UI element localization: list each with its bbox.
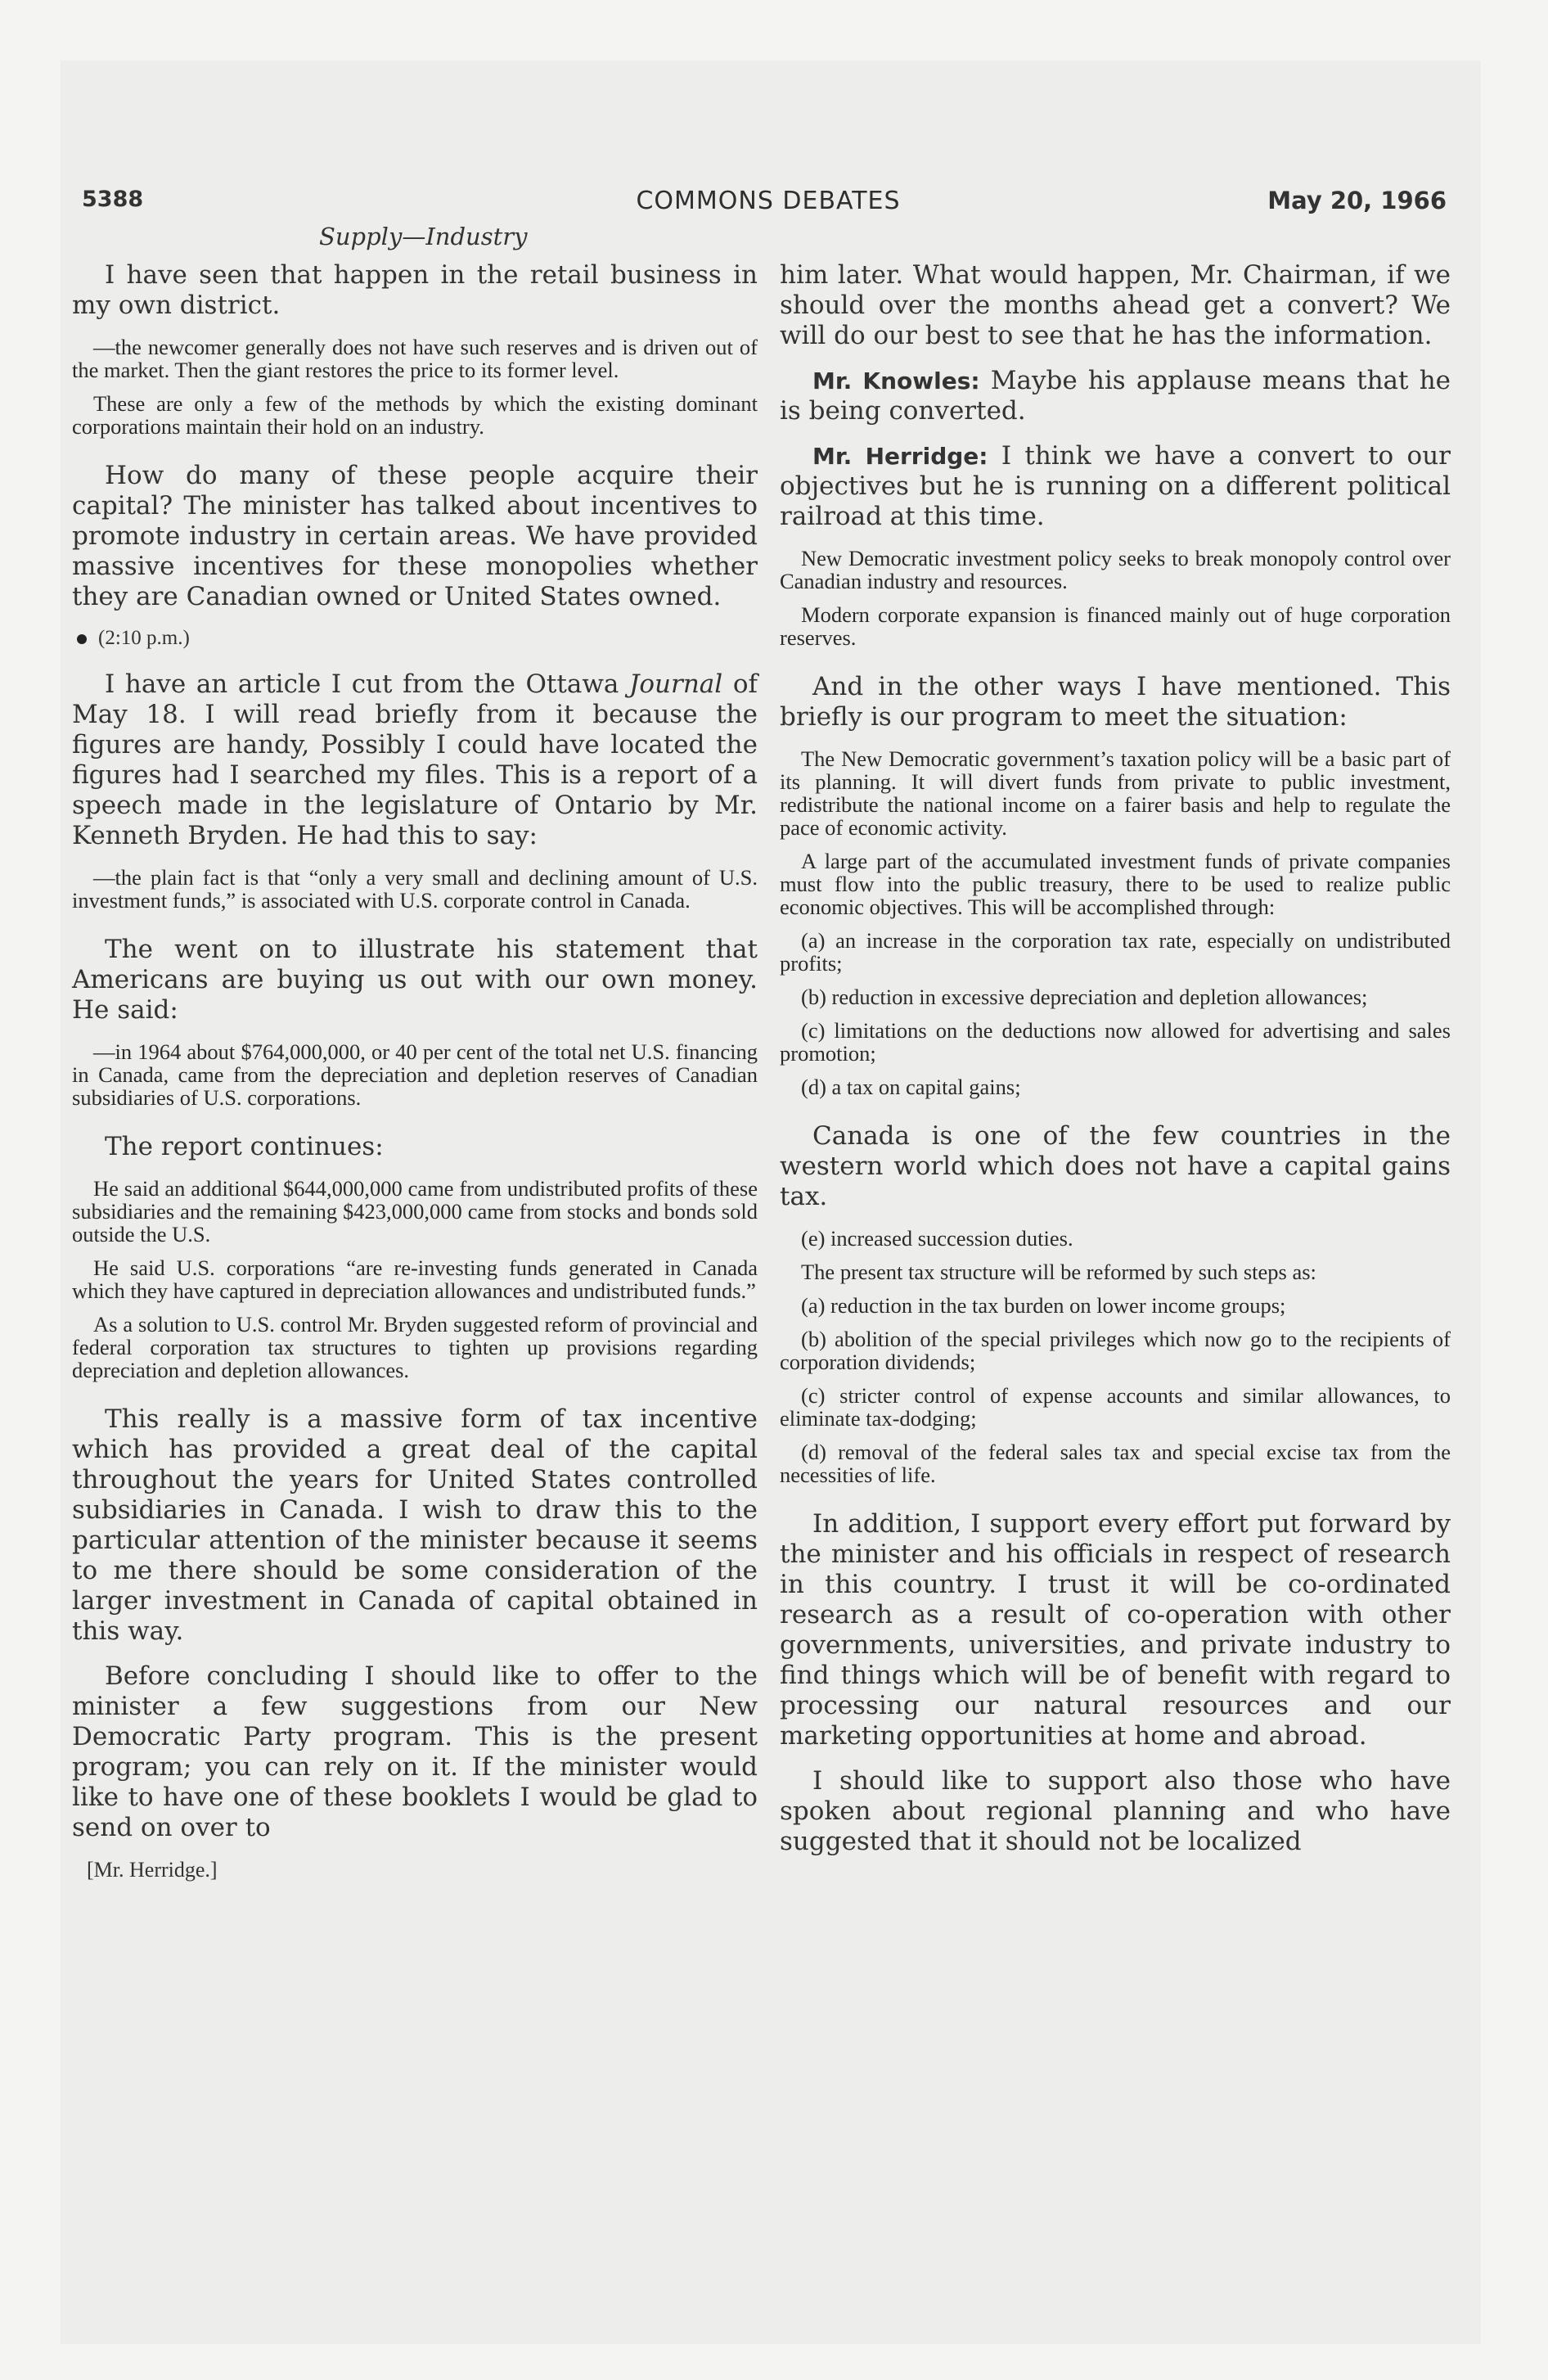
quote-list-item: (b) abolition of the special privileges which now go to the recipients of corporation dividends; [780,1327,1451,1374]
quote-paragraph: He said an additional $644,000,000 came from undistributed profits of these subsidiaries and the remaining $423,000,000 came from stocks and bonds sold outside the U.S. [72,1176,758,1246]
right-column [780,260,1451,1872]
speech-paragraph [72,669,758,851]
quote-paragraph: The New Democratic government’s taxation policy will be a basic part of its planning. It will divert funds from private to public investment, redistribute the national income on a fairer basis and help to regulate the pace of economic activity. [780,746,1451,840]
text-run: of May 18. I will read briefly from it because the figures are handy, Possibly I could have located the figures had I searched my files. This is a report of a speech made in the legislature of Ontario by Mr. Kenneth Bryden. He had this to say: [72,669,758,850]
speaker-attribution: [Mr. Herridge.] [87,1858,218,1882]
speech-paragraph: How do many of these people acquire their capital? The minister has talked about incentives to promote industry in certain areas. We have provided massive incentives for these monopolies whether they are Canadian owned or United States owned. [72,461,758,611]
speech-paragraph [780,366,1451,426]
quote-paragraph: These are only a few of the methods by which the existing dominant corporations maintain their hold on an industry. [72,391,758,439]
speech-paragraph: Before concluding I should like to offer to the minister a few suggestions from our New Democratic Party program. This is the present program; you can rely on it. If the minister would like to have one of these booklets I would be glad to send on over to [72,1661,758,1842]
quote-paragraph: —in 1964 about $764,000,000, or 40 per cent of the total net U.S. financing in Canada, came from the depreciation and depletion reserves of Canadian subsidiaries of U.S. corporations. [72,1039,758,1110]
bullet-icon [77,634,87,644]
quote-list-item: (b) reduction in excessive depreciation and depletion allowances; [801,985,1368,1009]
page-number: 5388 [82,187,144,212]
quote-list-item: (a) reduction in the tax burden on lower income groups; [801,1293,1286,1318]
quote-paragraph: Modern corporate expansion is financed mainly out of huge corporation reserves. [780,602,1451,650]
speech-paragraph: And in the other ways I have mentioned. This briefly is our program to meet the situation: [780,672,1451,732]
speech-paragraph: Canada is one of the few countries in the western world which does not have a capital gains tax. [780,1121,1451,1211]
quote-list-item: (d) a tax on capital gains; [801,1075,1021,1099]
quote-list-item: (e) increased succession duties. [801,1226,1073,1251]
speech-paragraph [780,441,1451,532]
text-run: I think we have a convert to our objectives but he is running on a different political railroad at this time. [780,441,1451,531]
text-run: Maybe his applause means that he is being converted. [780,366,1451,426]
quote-list-item: (c) stricter control of expense accounts and similar allowances, to eliminate tax-dodging; [780,1383,1451,1431]
left-column [72,260,758,1882]
speech-paragraph: In addition, I support every effort put forward by the minister and his officials in respect of research in this country. I trust it will be co-ordinated research as a result of co-operation with other governments, universities, and private industry to find things which will be of benefit with regard to processing our natural resources and our marketing opportunities at home and abroad. [780,1509,1451,1751]
timestamp-text: (2:10 p.m.) [98,627,190,649]
quote-paragraph: New Democratic investment policy seeks to break monopoly control over Canadian industry and resources. [780,546,1451,593]
speech-paragraph: I have seen that happen in the retail business in my own district. [72,260,758,320]
speech-paragraph: The went on to illustrate his statement that Americans are buying us out with our own money. He said: [72,935,758,1025]
quote-list-item: (d) removal of the federal sales tax and special excise tax from the necessities of life. [780,1440,1451,1487]
page-date: May 20, 1966 [1267,187,1447,214]
speech-paragraph: This really is a massive form of tax incentive which has provided a great deal of the capital throughout the years for United States controlled subsidiaries in Canada. I wish to draw this to the particular attention of the minister because it seems to me there should be some consideration of the larger investment in Canada of capital obtained in this way. [72,1404,758,1646]
quote-paragraph: He said U.S. corporations “are re-investing funds generated in Canada which they have captured in depreciation allowances and undistributed funds.” [72,1255,758,1303]
quote-paragraph: A large part of the accumulated investment funds of private companies must flow into the public treasury, there to be used to realize public economic objectives. This will be accomplished through: [780,849,1451,919]
quote-paragraph: The present tax structure will be reformed by such steps as: [801,1260,1316,1284]
speech-paragraph: him later. What would happen, Mr. Chairman, if we should over the months ahead get a convert? We will do our best to see that he has the information. [780,260,1451,350]
timestamp [77,627,758,650]
quote-paragraph: —the newcomer generally does not have such reserves and is driven out of the market. Then the giant restores the price to its former level. [72,335,758,382]
speech-paragraph: I should like to support also those who have spoken about regional planning and who have suggested that it should not be localized [780,1766,1451,1856]
quote-list-item: (c) limitations on the deductions now allowed for advertising and sales promotion; [780,1018,1451,1066]
quote-paragraph: As a solution to U.S. control Mr. Bryden suggested reform of provincial and federal corporation tax structures to tighten up provisions regarding depreciation and depletion allowances. [72,1312,758,1382]
publication-name: Journal [628,669,723,699]
speech-paragraph: The report continues: [105,1132,384,1161]
publication-title: COMMONS DEBATES [636,187,901,215]
speaker-name: Mr. Knowles: [812,367,980,394]
text-run: I have an article I cut from the Ottawa [105,669,629,699]
page-header [82,187,1455,228]
quote-paragraph: —the plain fact is that “only a very small and declining amount of U.S. investment funds,” is associated with U.S. corporate control in Canada. [72,865,758,913]
quote-list-item: (a) an increase in the corporation tax rate, especially on undistributed profits; [780,928,1451,976]
section-subtitle: Supply—Industry [319,223,528,250]
speaker-name: Mr. Herridge: [812,443,988,470]
